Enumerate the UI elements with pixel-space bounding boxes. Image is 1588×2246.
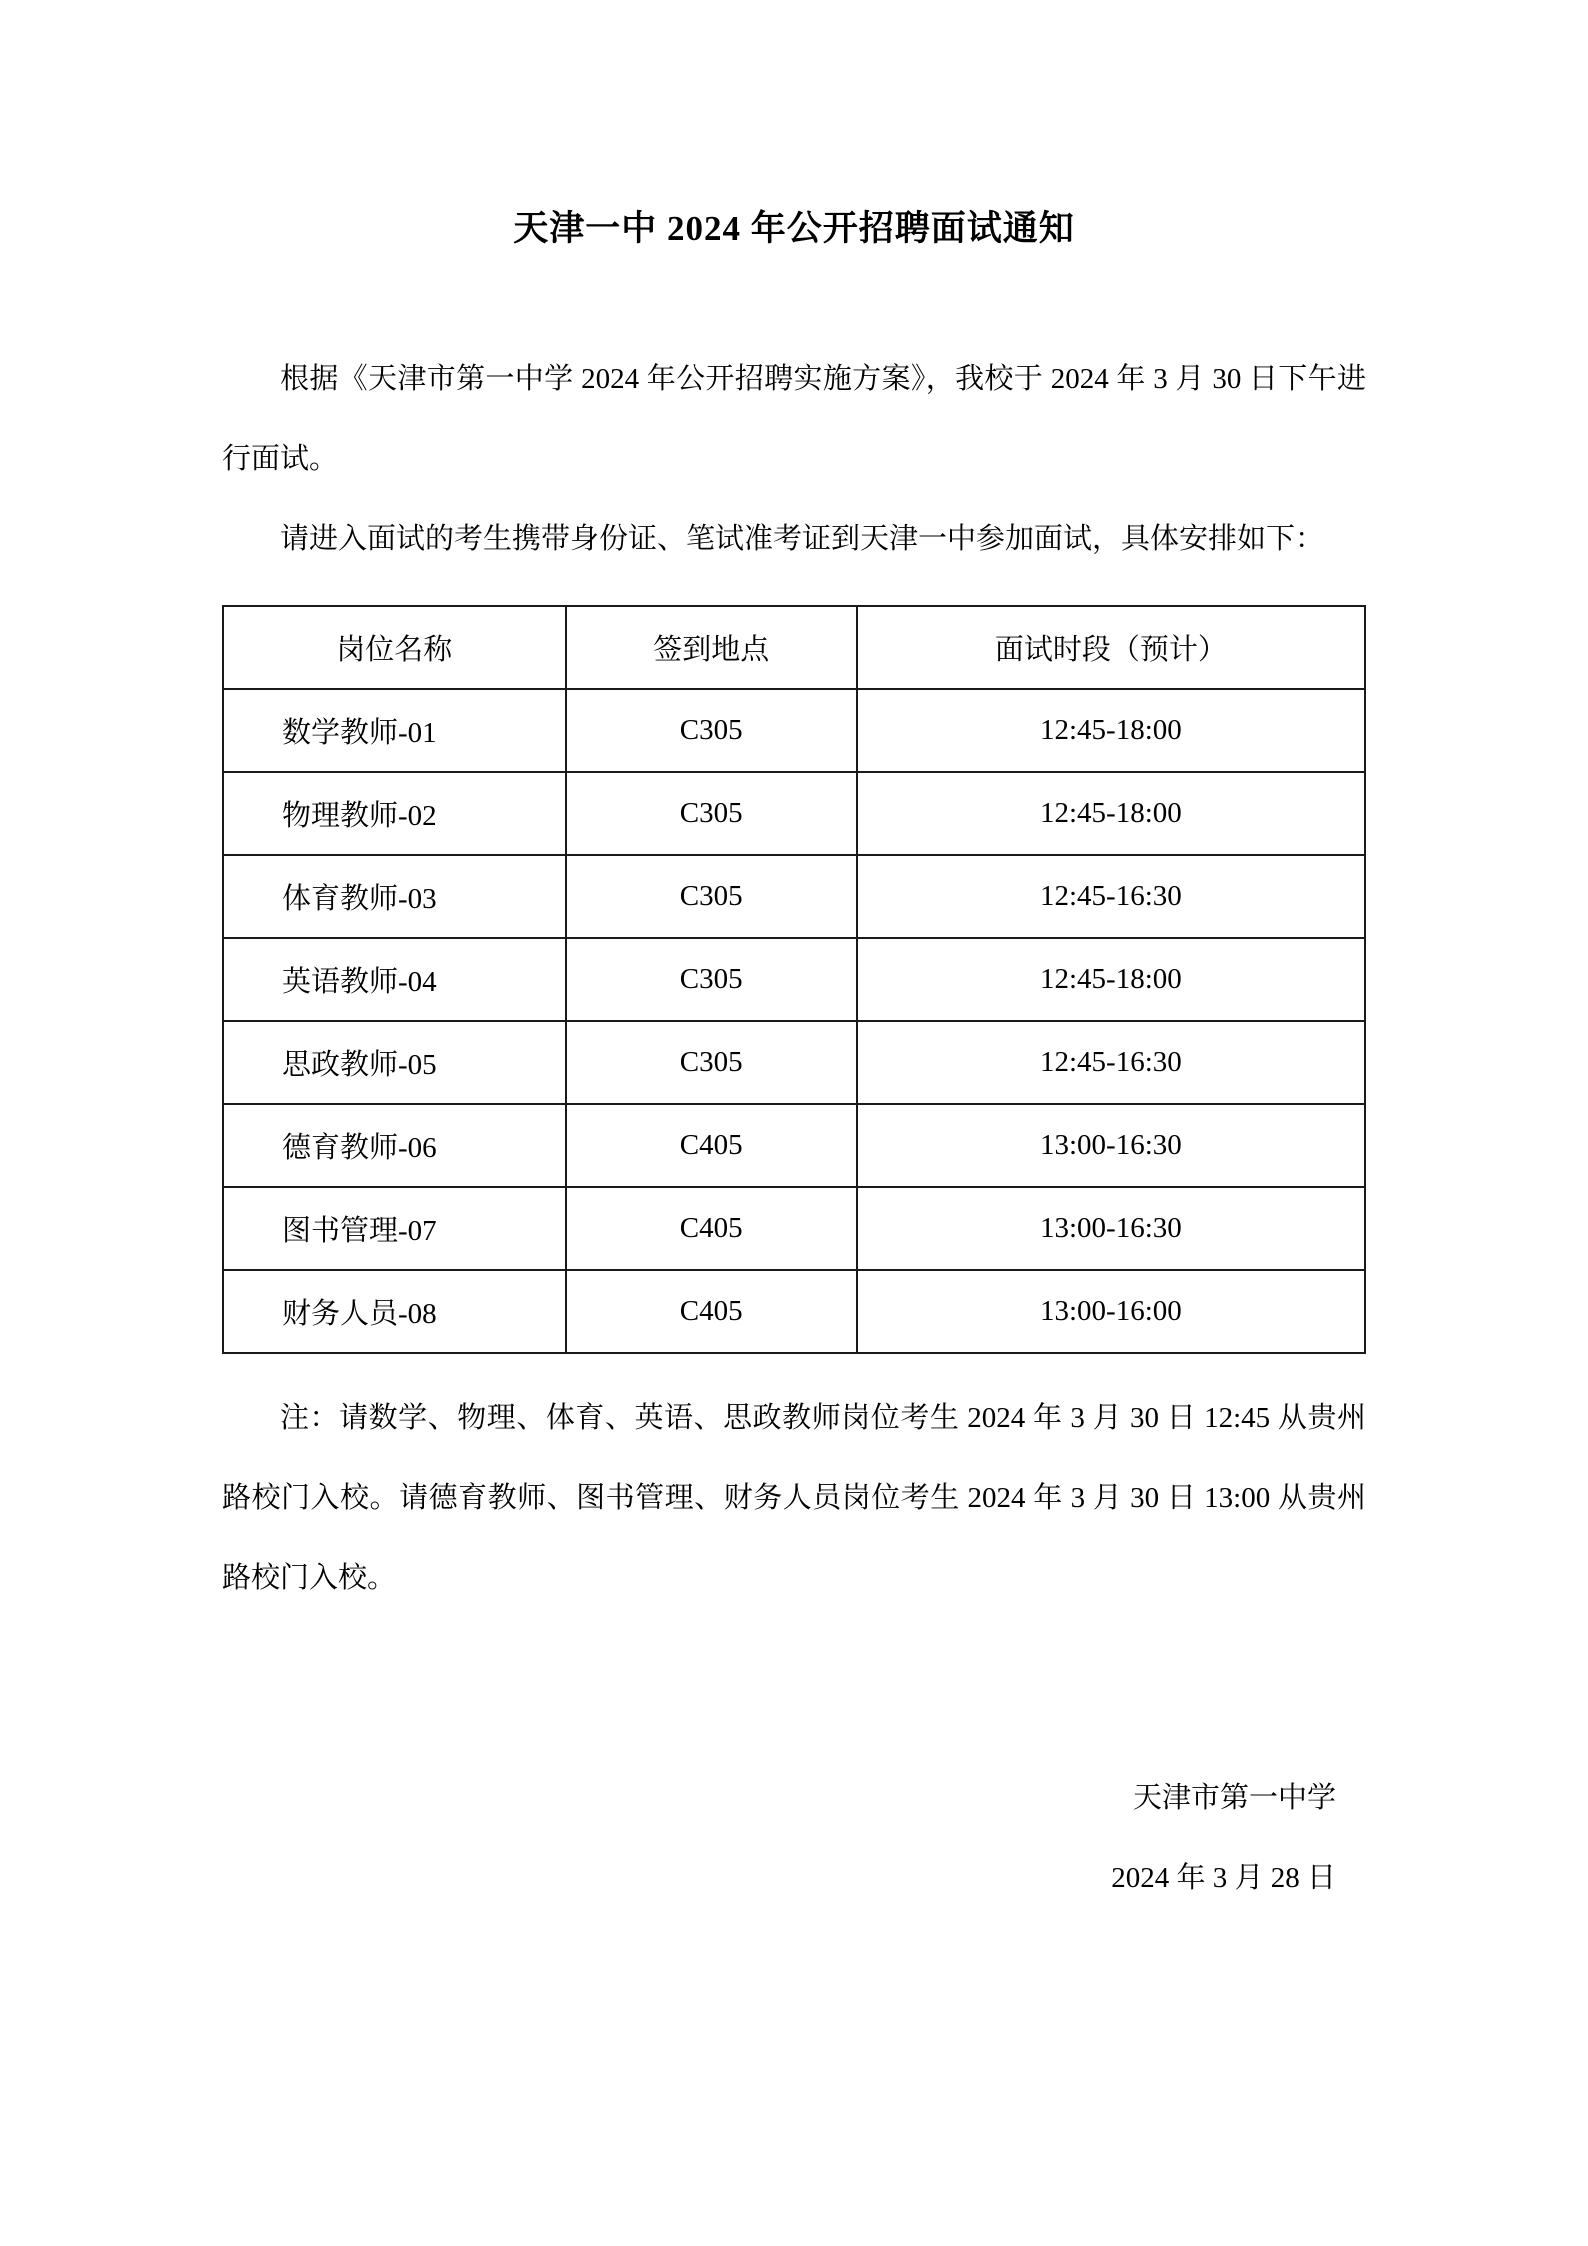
column-header-post: 岗位名称 [223,606,566,689]
signature-date: 2024 年 3 月 28 日 [1111,1862,1336,1894]
intro-section [222,339,1366,579]
interview-schedule-table [222,605,1366,1354]
cell-post: 德育教师-06 [223,1104,566,1187]
cell-time: 13:00-16:00 [857,1270,1365,1353]
cell-place: C305 [566,855,857,938]
cell-place: C405 [566,1104,857,1187]
intro-paragraph-2: 请进入面试的考生携带身份证、笔试准考证到天津一中参加面试，具体安排如下： [280,523,1325,555]
cell-post: 物理教师-02 [223,772,566,855]
cell-time: 12:45-16:30 [857,855,1365,938]
document-title: 天津一中 2024 年公开招聘面试通知 [513,209,1075,248]
cell-place: C405 [566,1187,857,1270]
cell-post: 英语教师-04 [223,938,566,1021]
cell-time: 12:45-18:00 [857,772,1365,855]
table-row [223,938,1365,1021]
cell-place: C305 [566,938,857,1021]
signature-organization: 天津市第一中学 [1132,1782,1336,1814]
table-row [223,1104,1365,1187]
cell-post: 财务人员-08 [223,1270,566,1353]
cell-time: 13:00-16:30 [857,1104,1365,1187]
cell-time: 12:45-18:00 [857,938,1365,1021]
cell-post: 图书管理-07 [223,1187,566,1270]
table-row [223,1187,1365,1270]
note-paragraph: 注：请数学、物理、体育、英语、思政教师岗位考生 2024 年 3 月 30 日 12:45 从贵州路校门入校。请德育教师、图书管理、财务人员岗位考生 2024 年 3 月 30 日 13:00 从贵州路校门入校。 [222,1402,1366,1594]
cell-time: 12:45-18:00 [857,689,1365,772]
cell-post: 体育教师-03 [223,855,566,938]
table-row [223,772,1365,855]
signature-block [222,1758,1366,1918]
cell-time: 12:45-16:30 [857,1021,1365,1104]
cell-place: C305 [566,1021,857,1104]
table-row [223,855,1365,938]
intro-paragraph-1: 根据《天津市第一中学 2024 年公开招聘实施方案》，我校于 2024 年 3 月 30 日下午进行面试。 [222,363,1366,475]
column-header-time: 面试时段（预计） [857,606,1365,689]
column-header-place: 签到地点 [566,606,857,689]
cell-post: 思政教师-05 [223,1021,566,1104]
table-row [223,689,1365,772]
table-row [223,1021,1365,1104]
cell-place: C305 [566,772,857,855]
table-row [223,1270,1365,1353]
cell-place: C405 [566,1270,857,1353]
table-header-row [223,606,1365,689]
cell-place: C305 [566,689,857,772]
cell-post: 数学教师-01 [223,689,566,772]
document-body [222,339,1366,1918]
cell-time: 13:00-16:30 [857,1187,1365,1270]
